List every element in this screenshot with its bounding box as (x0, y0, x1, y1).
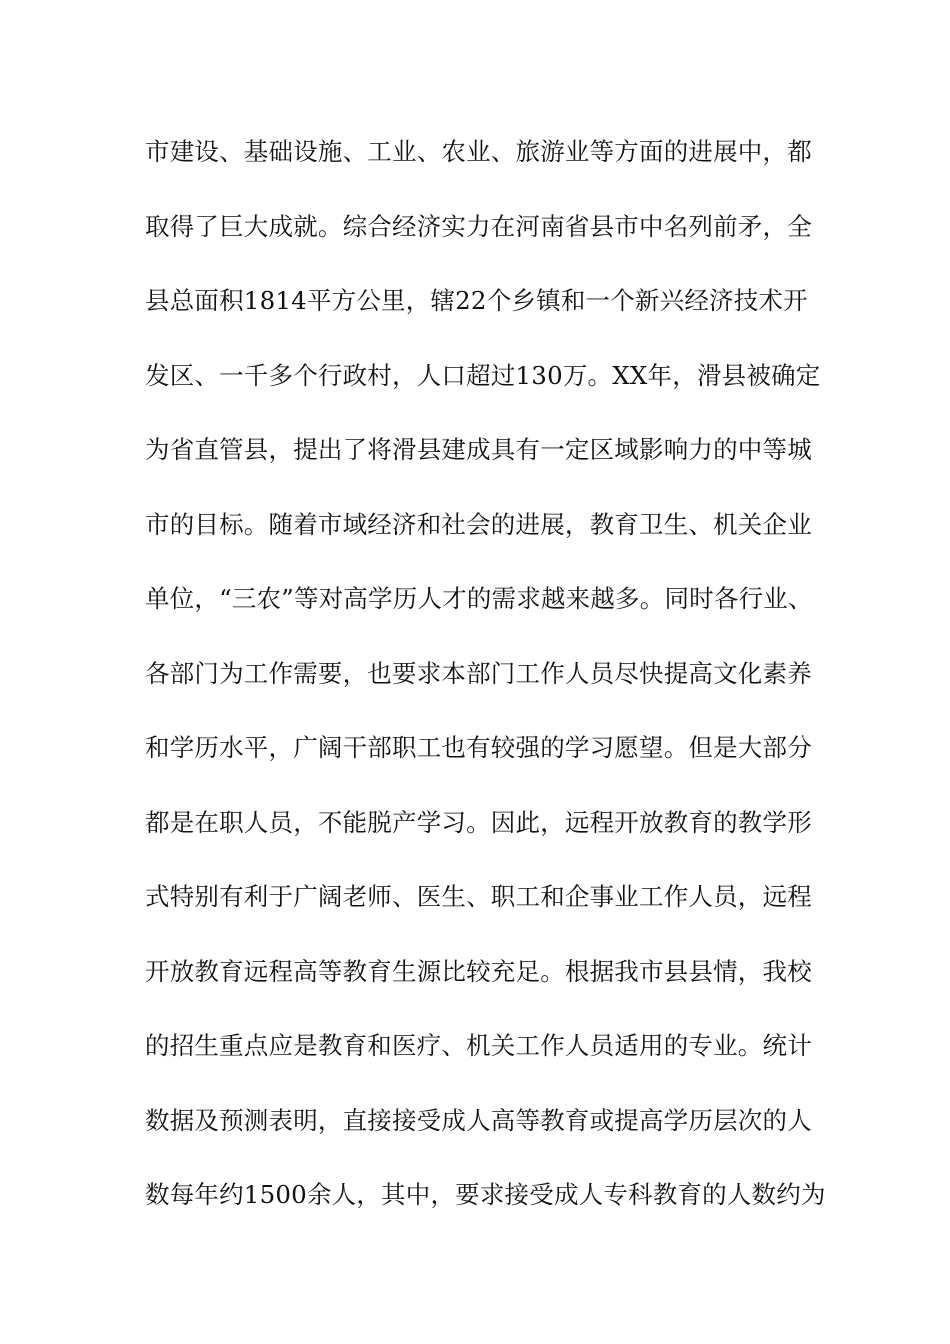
text-line-15: 数每年约1500余人，其中，要求接受成人专科教育的人数约为 (145, 1180, 826, 1209)
text-line-8: 各部门为工作需要，也要求本部门工作人员尽快提高文化素养 (145, 658, 812, 688)
text-line-7: 单位，“三农”等对高学历人才的需求越来越多。同时各行业、 (145, 584, 813, 613)
text-line-2: 取得了巨大成就。综合经济实力在河南省县市中名列前矛，全 (145, 211, 812, 241)
text-line-14: 数据及预测表明，直接接受成人高等教育或提高学历层次的人 (145, 1105, 812, 1135)
text-line-12: 开放教育远程高等教育生源比较充足。根据我市县县情，我校 (145, 956, 812, 986)
body-paragraph (145, 128, 845, 1246)
text-line-5: 为省直管县，提出了将滑县建成具有一定区域影响力的中等城 (145, 435, 812, 464)
text-line-4: 发区、一千多个行政村，人口超过130万。XX年，滑县被确定 (145, 360, 821, 390)
text-line-6: 市的目标。随着市域经济和社会的进展，教育卫生、机关企业 (145, 509, 812, 539)
text-line-1: 市建设、基础设施、工业、农业、旅游业等方面的进展中，都 (145, 137, 812, 166)
text-line-11: 式特别有利于广阔老师、医生、职工和企事业工作人员，远程 (145, 882, 812, 911)
text-line-13: 的招生重点应是教育和医疗、机关工作人员适用的专业。统计 (145, 1031, 812, 1060)
text-line-9: 和学历水平，广阔干部职工也有较强的学习愿望。但是大部分 (145, 733, 812, 762)
text-line-3: 县总面积1814平方公里，辖22个乡镇和一个新兴经济技术开 (145, 286, 808, 315)
text-line-10: 都是在职人员，不能脱产学习。因此，远程开放教育的教学形 (145, 807, 812, 837)
